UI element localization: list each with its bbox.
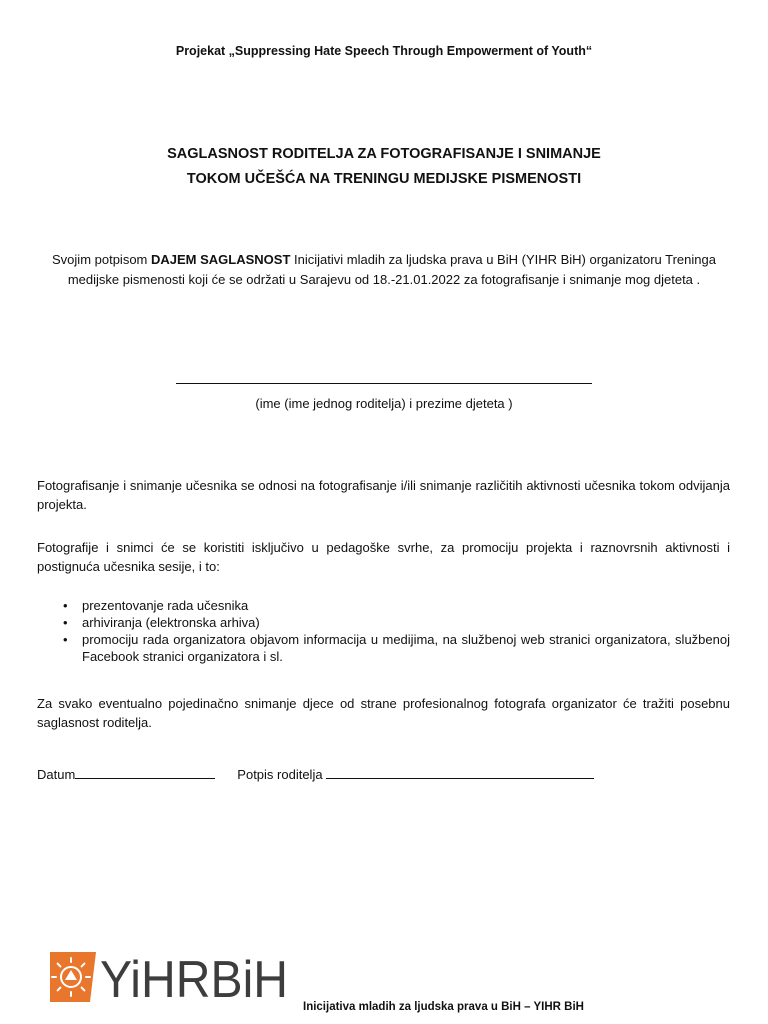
list-item <box>37 631 730 665</box>
signature-fields <box>37 767 594 782</box>
date-label: Datum <box>37 767 76 782</box>
list-item <box>37 614 730 631</box>
document-title-line-2: TOKOM UČEŠĆA NA TRENINGU MEDIJSKE PISMENOSTI <box>186 171 582 187</box>
child-name-label: (ime (ime jednog roditelja) i prezime djeteta ) <box>255 396 513 411</box>
bullet-icon: • <box>63 598 68 613</box>
list-item-text: promociju rada organizatora objavom informacija u medijima, na službenoj web stranici organizatora, službenoj Facebook stranici organizatora i sl. <box>82 632 730 664</box>
project-header: Projekat „Suppressing Hate Speech Through Empowerment of Youth“ <box>175 44 593 58</box>
parent-signature-field[interactable] <box>326 767 594 779</box>
list-item-text: prezentovanje rada učesnika <box>82 598 249 613</box>
consent-statement-lead: Svojim potpisom <box>52 252 151 267</box>
consent-emphasis: DAJEM SAGLASNOST <box>151 252 291 267</box>
yihr-logo <box>50 952 290 1002</box>
bullet-icon: • <box>63 615 68 630</box>
date-field[interactable] <box>75 767 215 779</box>
uses-list <box>37 597 730 665</box>
list-item-text: arhiviranja (elektronska arhiva) <box>82 615 260 630</box>
consent-statement-rest: Inicijativi mladih za ljudska prava u BiH (YIHR BiH) organizatoru Treninga medijske pismenosti koji će se održati u Sarajevu od 18.-21.01.2022 za fotografisanje i snimanje mog djeteta . <box>67 252 716 287</box>
list-item <box>37 597 730 614</box>
paragraph-definition: Fotografisanje i snimanje učesnika se odnosi na fotografisanje i/ili snimanje različitih aktivnosti učesnika tokom odvijanja projekta. <box>37 478 730 512</box>
child-name-signature-line[interactable] <box>176 383 592 384</box>
bullet-icon: • <box>63 632 68 647</box>
logo-text: YiHRBiH <box>100 952 288 1002</box>
paragraph-usage: Fotografije i snimci će se koristiti isključivo u pedagoške svrhe, za promociju projekta i raznovrsnih aktivnosti i postignuća učesnika sesije, i to: <box>37 540 730 574</box>
paragraph-separate-consent: Za svako eventualno pojedinačno snimanje djece od strane profesionalnog fotografa organizator će tražiti posebnu saglasnost roditelja. <box>37 696 730 730</box>
consent-statement <box>34 250 734 290</box>
parent-signature-label: Potpis roditelja <box>237 767 323 782</box>
sun-emblem-icon <box>50 952 290 1002</box>
organization-footer: Inicijativa mladih za ljudska prava u BiH – YIHR BiH <box>303 1001 584 1013</box>
document-title-line-1: SAGLASNOST RODITELJA ZA FOTOGRAFISANJE I SNIMANJE <box>167 146 601 162</box>
